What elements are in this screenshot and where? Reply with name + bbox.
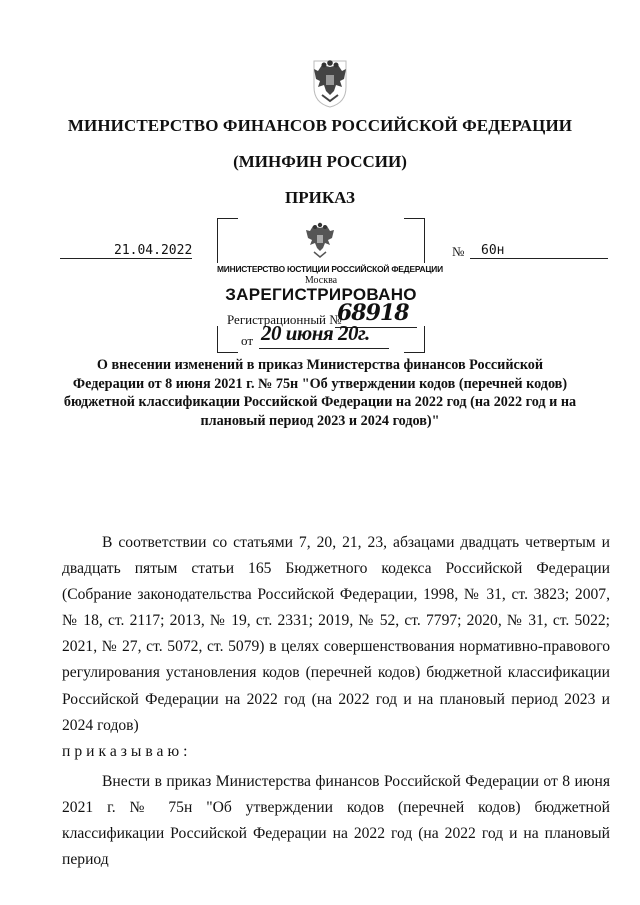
stamp-from-label: от [241, 333, 254, 348]
stamp-city: Москва [304, 275, 338, 286]
stamp-corner [217, 326, 238, 353]
order-date: 21.04.2022 [114, 243, 193, 258]
document-type: ПРИКАЗ [285, 188, 355, 207]
stamp-corner [217, 218, 238, 263]
number-underline [470, 258, 608, 259]
ministry-name: МИНИСТЕРСТВО ФИНАНСОВ РОССИЙСКОЙ ФЕДЕРАЦИИ [67, 116, 573, 135]
date-underline [60, 258, 192, 259]
russian-coat-of-arms-icon [303, 222, 337, 262]
order-body [62, 530, 610, 873]
registration-stamp [217, 218, 443, 353]
stamp-corner [404, 218, 425, 263]
ministry-short-name: (МИНФИН РОССИИ) [233, 152, 407, 171]
stamp-year-end: г. [358, 321, 370, 345]
reg-date-underline [259, 348, 389, 349]
stamp-reg-number: 68918 [337, 300, 409, 326]
stamp-reg-day-month: 20 июня [261, 321, 334, 345]
body-paragraph: Внести в приказ Министерства финансов Российской Федерации от 8 июня 2021 г. № 75н "Об утверждении кодов (перечней кодов) бюджетной классификации Российской Федерации на 2022 год (на 2022 год и на плановый период [62, 772, 610, 869]
stamp-ministry: МИНИСТЕРСТВО ЮСТИЦИИ РОССИЙСКОЙ ФЕДЕРАЦИИ [217, 264, 443, 274]
command-word: приказываю: [62, 742, 192, 760]
number-label: № [452, 244, 465, 259]
stamp-reg-date [261, 321, 370, 346]
russian-coat-of-arms-icon [308, 57, 352, 109]
order-number: 60н [481, 243, 505, 258]
body-paragraph: В соответствии со статьями 7, 20, 21, 23, абзацами двадцать четвертым и двадцать пятым статьи 165 Бюджетного кодекса Российской Федерации (Собрание законодательства Российской Федерации, 1998, № 31, ст. 3823; 2007, № 18, ст. 2117; 2013, № 19, ст. 2331; 2019, № 52, ст. 7797; 2020, № 31, ст. 5022; 2021, № 27, ст. 5072, ст. 5079) в целях совершенствования нормативно-правового регулирования установления кодов (перечней кодов) бюджетной классификации Российской Федерации на 2022 год (на 2022 год и на плановый период 2023 и 2024 годов) [62, 534, 610, 734]
stamp-corner [404, 326, 425, 353]
stamp-year-prefix: 20 [338, 321, 358, 345]
stamp-reg-label: Регистрационный № [227, 312, 342, 327]
order-title: О внесении изменений в приказ Министерства финансов Российской Федерации от 8 июня 2021 г. № 75н "Об утверждении кодов (перечней кодов) бюджетной классификации Российской Федерации на 2022 год (на 2022 год и на плановый период 2023 и 2024 годов)" [63, 357, 577, 429]
stamp-status: ЗАРЕГИСТРИРОВАНО [225, 285, 417, 304]
